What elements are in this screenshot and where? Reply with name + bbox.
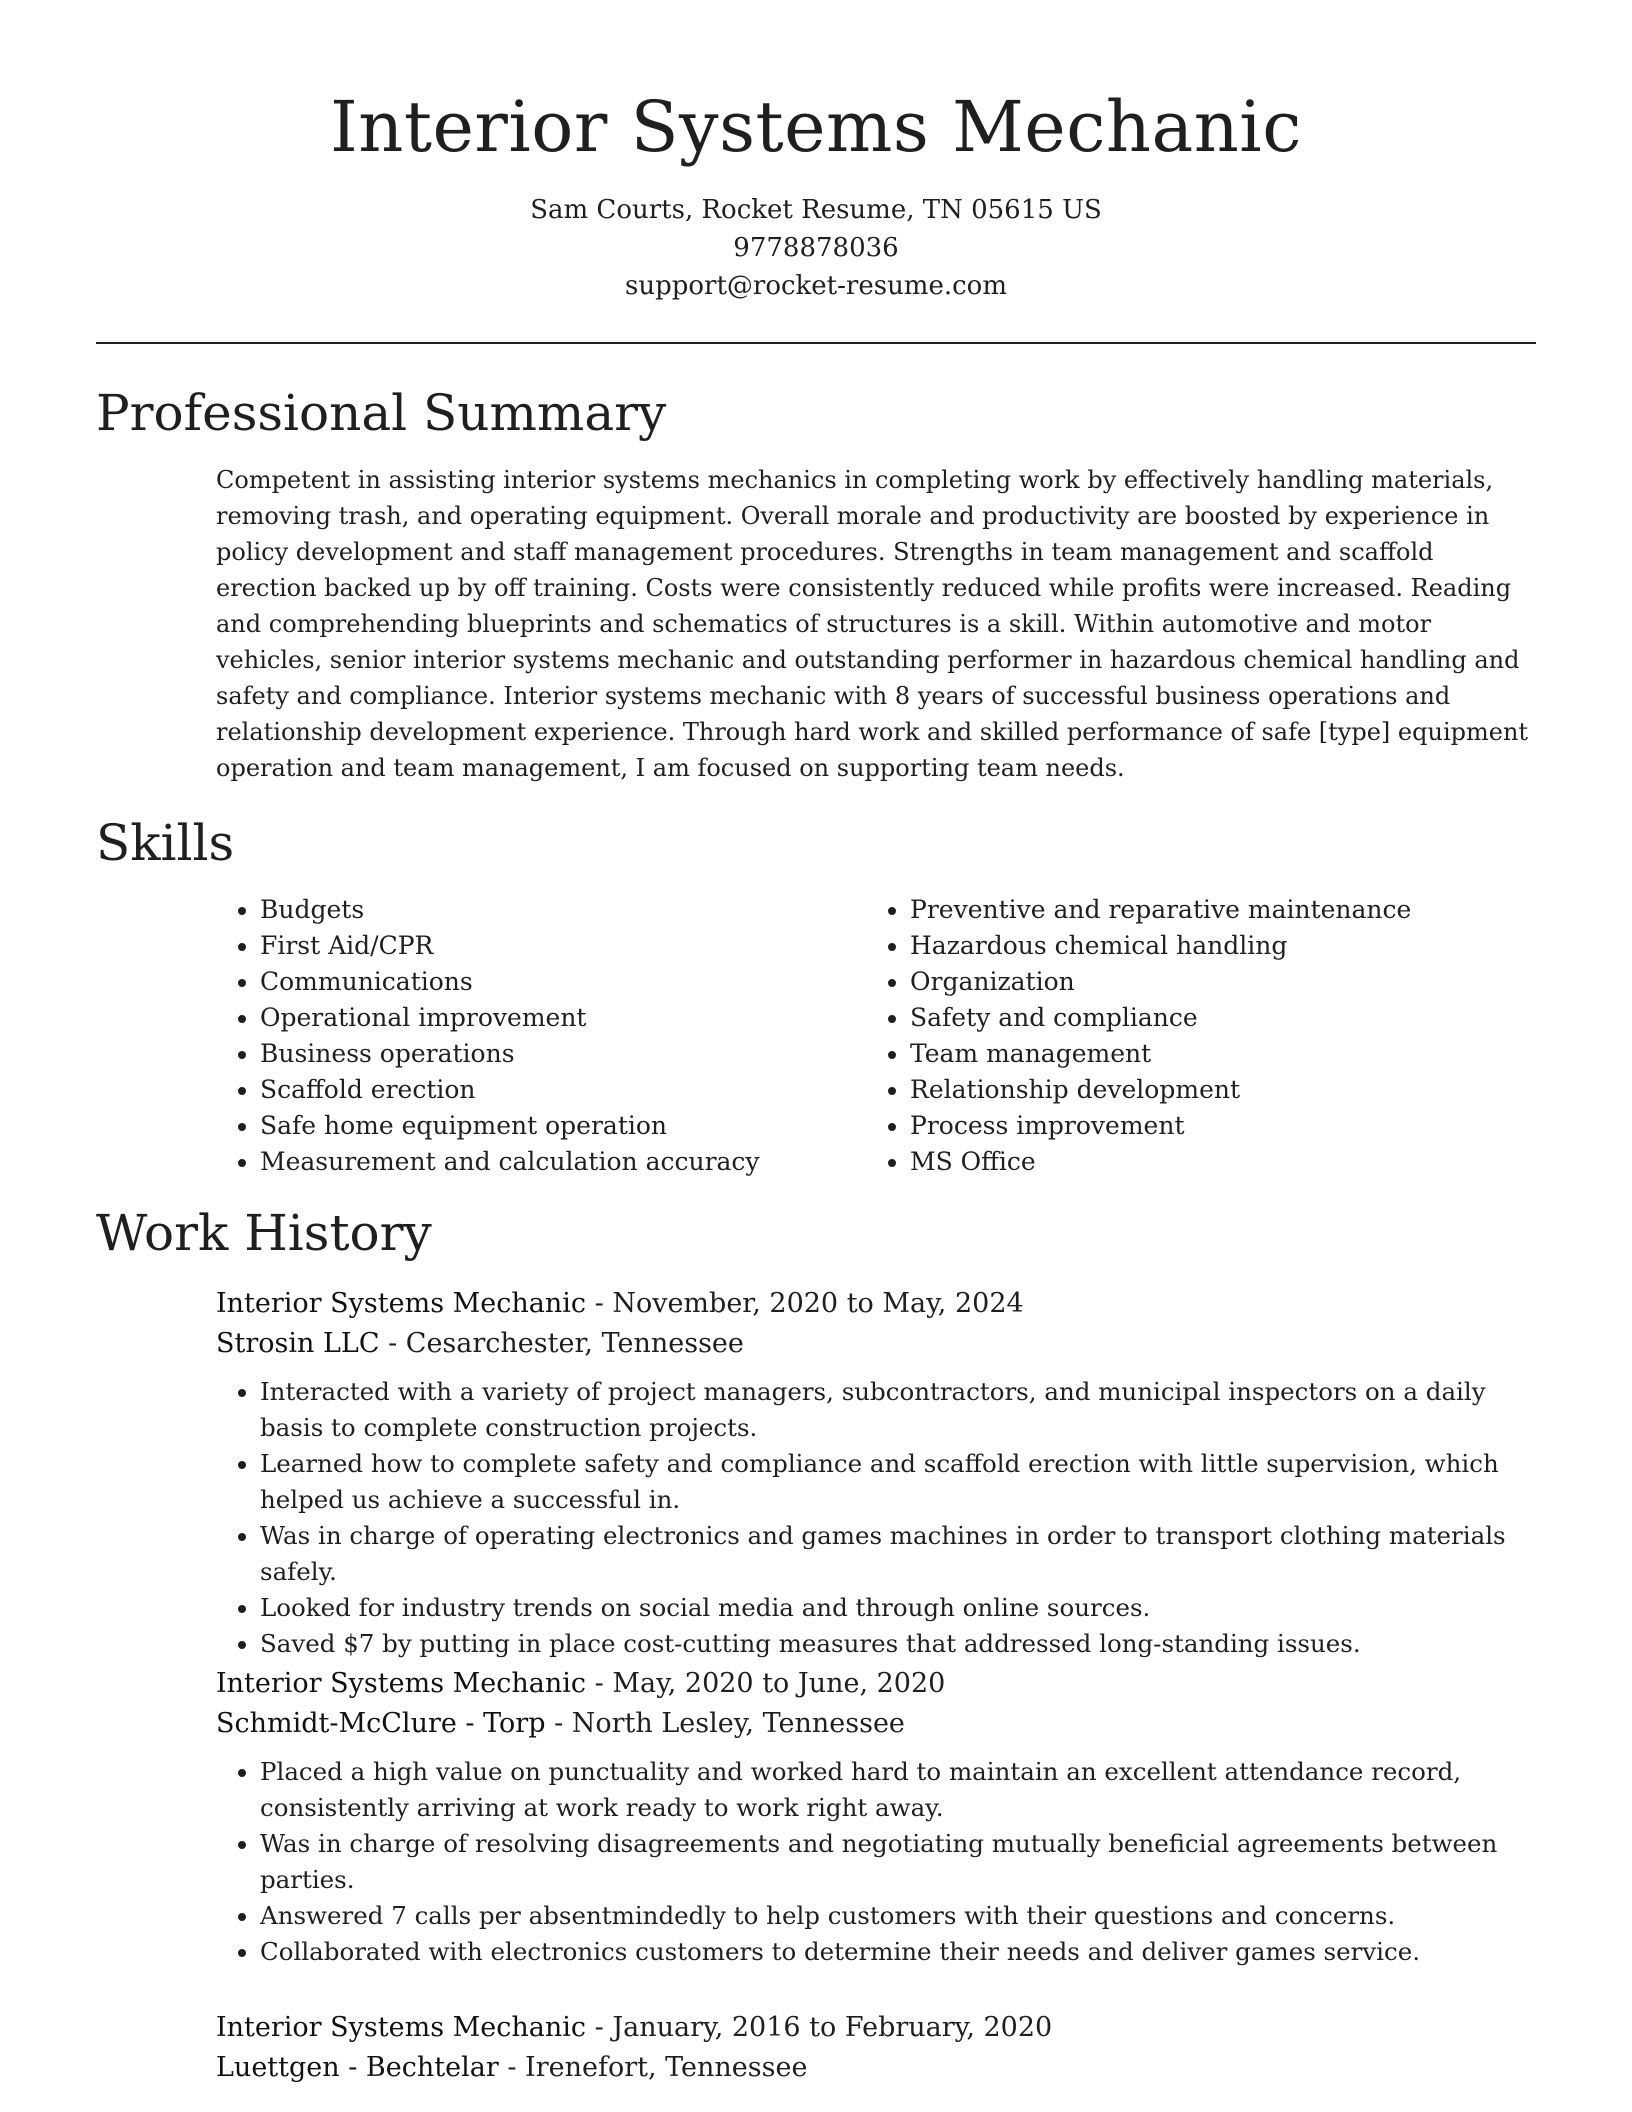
- job-bullets: [216, 1754, 1536, 1970]
- skills-heading: Skills: [96, 814, 235, 872]
- contact-email: support@rocket-resume.com: [624, 271, 1007, 301]
- job-title: Interior Systems Mechanic: [216, 1288, 587, 1319]
- job-dates: - January, 2016 to February, 2020: [586, 2012, 1053, 2043]
- skills-column-left: [216, 892, 866, 1180]
- skill-item: • First Aid/CPR: [260, 928, 866, 964]
- job-dates: - May, 2020 to June, 2020: [586, 1668, 946, 1699]
- job-bullet: • Answered 7 calls per absentmindedly to help customers with their questions and concerns.: [260, 1898, 1536, 1934]
- job-bullet: • Placed a high value on punctuality and worked hard to maintain an excellent attendance record, consistently arriving at work ready to work right away.: [260, 1754, 1536, 1826]
- job-dates: - November, 2020 to May, 2024: [586, 1288, 1024, 1319]
- skill-item: • Budgets: [260, 892, 866, 928]
- header-divider: [96, 342, 1536, 344]
- job-bullet: • Collaborated with electronics customers to determine their needs and deliver games service.: [260, 1934, 1536, 1970]
- job-location: - Irenefort, Tennessee: [498, 2052, 808, 2083]
- job-entry: [216, 1664, 1536, 1970]
- skill-item: • Team management: [910, 1036, 1536, 1072]
- skill-item: • Operational improvement: [260, 1000, 866, 1036]
- resume-title: Interior Systems Mechanic: [330, 86, 1302, 168]
- skill-item: • Relationship development: [910, 1072, 1536, 1108]
- summary-heading: Professional Summary: [96, 384, 667, 442]
- job-company: Luettgen - Bechtelar: [216, 2052, 499, 2083]
- job-title-line: [216, 1284, 1536, 1324]
- job-bullet: • Interacted with a variety of project managers, subcontractors, and municipal inspectors on a daily basis to complete construction projects.: [260, 1374, 1536, 1446]
- skills-column-right: [866, 892, 1536, 1180]
- job-title-line: [216, 2008, 1536, 2048]
- skill-item: • Scaffold erection: [260, 1072, 866, 1108]
- job-title: Interior Systems Mechanic: [216, 2012, 587, 2043]
- skill-item: • Hazardous chemical handling: [910, 928, 1536, 964]
- skill-item: • Safe home equipment operation: [260, 1108, 866, 1144]
- contact-phone: 9778878036: [733, 233, 899, 263]
- job-company-line: [216, 1704, 1536, 1744]
- job-bullet: • Looked for industry trends on social media and through online sources.: [260, 1590, 1536, 1626]
- skill-item: • Process improvement: [910, 1108, 1536, 1144]
- job-location: - North Lesley, Tennessee: [545, 1708, 905, 1739]
- job-bullets: [216, 1374, 1536, 1662]
- job-title: Interior Systems Mechanic: [216, 1668, 587, 1699]
- job-company-line: [216, 1324, 1536, 1364]
- job-bullet: • Learned how to complete safety and compliance and scaffold erection with little supervision, which helped us achieve a successful in.: [260, 1446, 1536, 1518]
- skill-item: • Business operations: [260, 1036, 866, 1072]
- job-location: - Cesarchester, Tennessee: [379, 1328, 744, 1359]
- job-bullet: • Was in charge of resolving disagreements and negotiating mutually beneficial agreements between parties.: [260, 1826, 1536, 1898]
- job-bullet: • Saved $7 by putting in place cost-cutting measures that addressed long-standing issues.: [260, 1626, 1536, 1662]
- skill-item: • Preventive and reparative maintenance: [910, 892, 1536, 928]
- job-entry: [216, 2008, 1536, 2088]
- job-company: Schmidt-McClure - Torp: [216, 1708, 546, 1739]
- work-history-heading: Work History: [96, 1204, 432, 1262]
- summary-text: Competent in assisting interior systems mechanics in completing work by effectively handling materials, removing trash, and operating equipment. Overall morale and productivity are boosted by experience in policy development and staff management procedures. Strengths in team management and scaffold erection backed up by off training. Costs were consistently reduced while profits were increased. Reading and comprehending blueprints and schematics of structures is a skill. Within automotive and motor vehicles, senior interior systems mechanic and outstanding performer in hazardous chemical handling and safety and compliance. Interior systems mechanic with 8 years of successful business operations and relationship development experience. Through hard work and skilled performance of safe [type] equipment operation and team management, I am focused on supporting team needs.: [216, 466, 1529, 782]
- skill-item: • Communications: [260, 964, 866, 1000]
- job-company: Strosin LLC: [216, 1328, 380, 1359]
- contact-address: Sam Courts, Rocket Resume, TN 05615 US: [530, 195, 1102, 225]
- contact-block: [96, 191, 1536, 305]
- skill-item: • Organization: [910, 964, 1536, 1000]
- job-entry: [216, 1284, 1536, 1662]
- job-bullet: • Was in charge of operating electronics and games machines in order to transport clothing materials safely.: [260, 1518, 1536, 1590]
- skill-item: • Safety and compliance: [910, 1000, 1536, 1036]
- job-company-line: [216, 2048, 1536, 2088]
- skill-item: • Measurement and calculation accuracy: [260, 1144, 866, 1180]
- job-title-line: [216, 1664, 1536, 1704]
- skill-item: • MS Office: [910, 1144, 1536, 1180]
- skills-list: [216, 892, 1536, 1180]
